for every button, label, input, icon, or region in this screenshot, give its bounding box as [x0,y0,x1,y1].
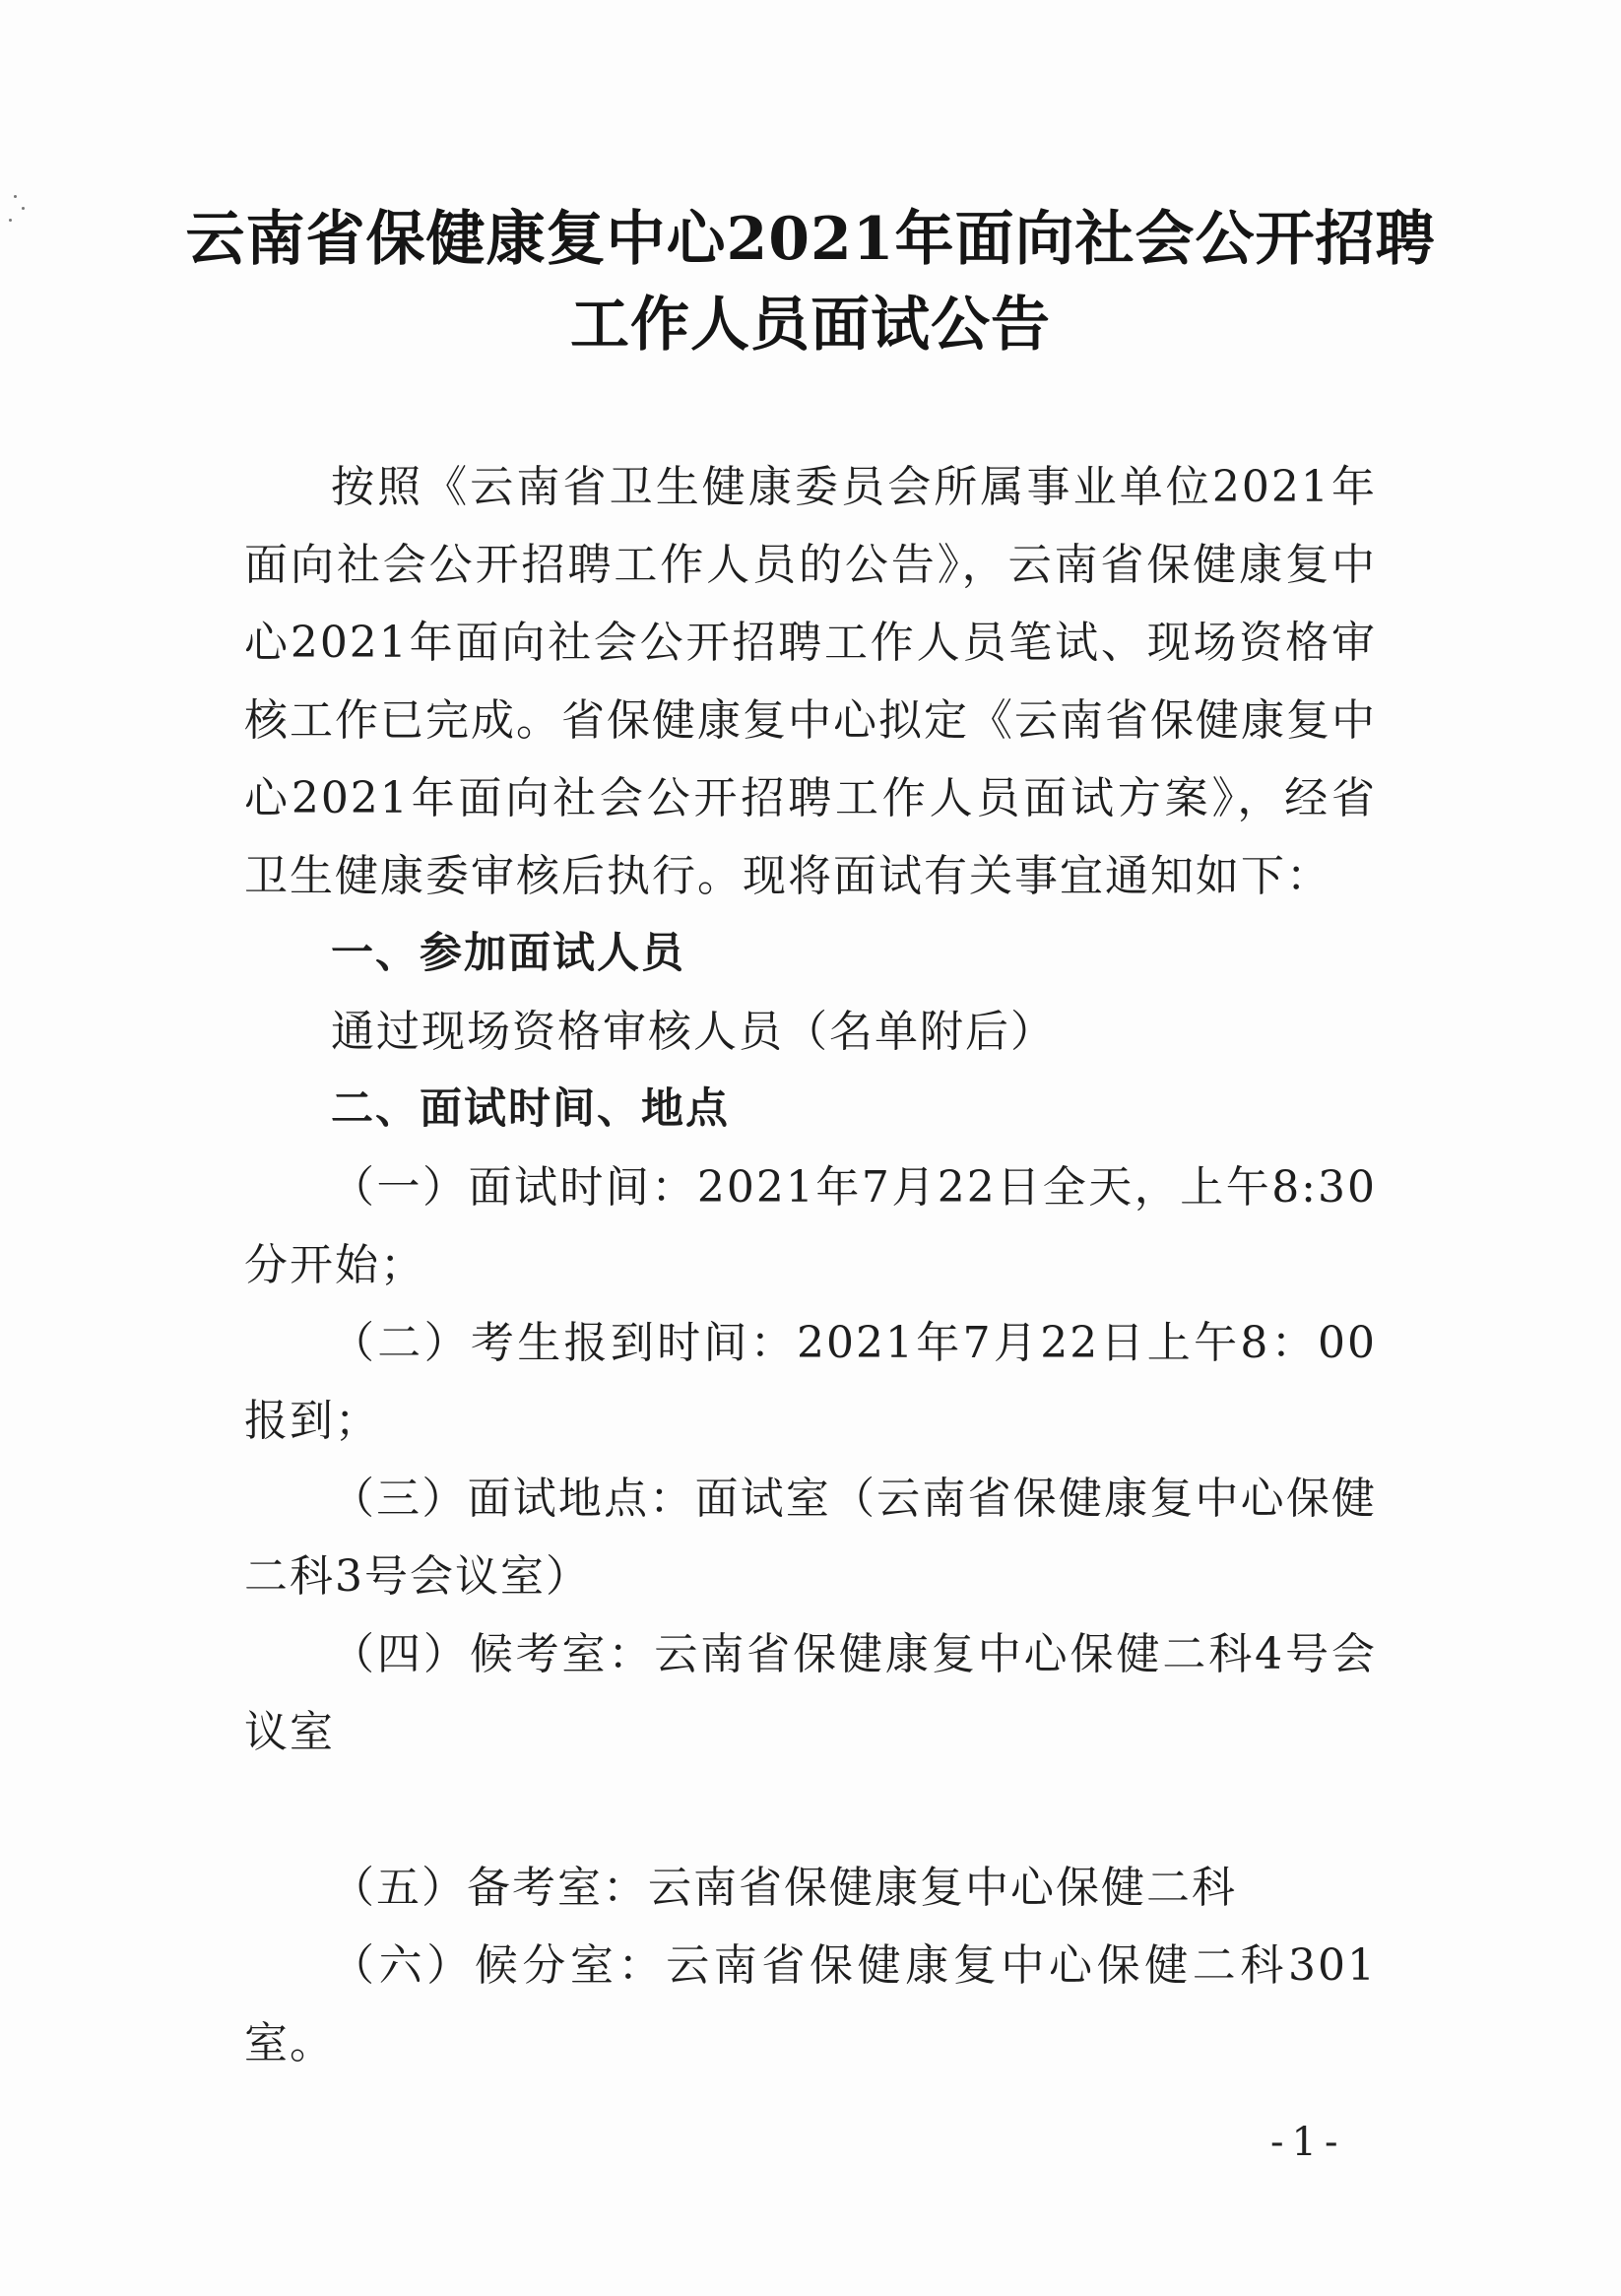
section1-heading: 一、参加面试人员 [331,929,685,978]
item-waiting-room: （四）候考室：云南省保健康复中心保健二科4号会议室 [244,1629,1377,1757]
scan-speck [9,219,12,222]
document-body [244,448,1377,2082]
scan-speck [22,207,25,210]
section1-text: 通过现场资格审核人员（名单附后） [331,1007,1056,1057]
document-title-line2: 工作人员面试公告 [570,291,1051,360]
item-checkin-time: （二）考生报到时间：2021年7月22日上午8：00报到； [244,1318,1377,1446]
section2-heading: 二、面试时间、地点 [331,1084,730,1134]
item-interview-location: （三）面试地点：面试室（云南省保健康复中心保健二科3号会议室） [244,1474,1377,1602]
document-title-line1: 云南省保健康复中心2021年面向社会公开招聘 [185,205,1436,274]
scan-speck [14,195,17,198]
blank-gap [244,1771,1377,1849]
item-prep-room: （五）备考室：云南省保健康复中心保健二科 [331,1863,1237,1913]
item-score-waiting-room: （六）候分室：云南省保健康复中心保健二科301室。 [244,1940,1377,2068]
intro-paragraph: 按照《云南省卫生健康委员会所属事业单位2021年面向社会公开招聘工作人员的公告》，云南省保健康复中心2021年面向社会公开招聘工作人员笔试、现场资格审核工作已完成。省保健康复中心拟定《云南省保健康复中心2021年面向社会公开招聘工作人员面试方案》，经省卫生健康委审核后执行。现将面试有关事宜通知如下： [244,462,1377,901]
page-number: -1- [1270,2120,1346,2165]
item-interview-time: （一）面试时间：2021年7月22日全天，上午8:30分开始； [244,1162,1377,1290]
